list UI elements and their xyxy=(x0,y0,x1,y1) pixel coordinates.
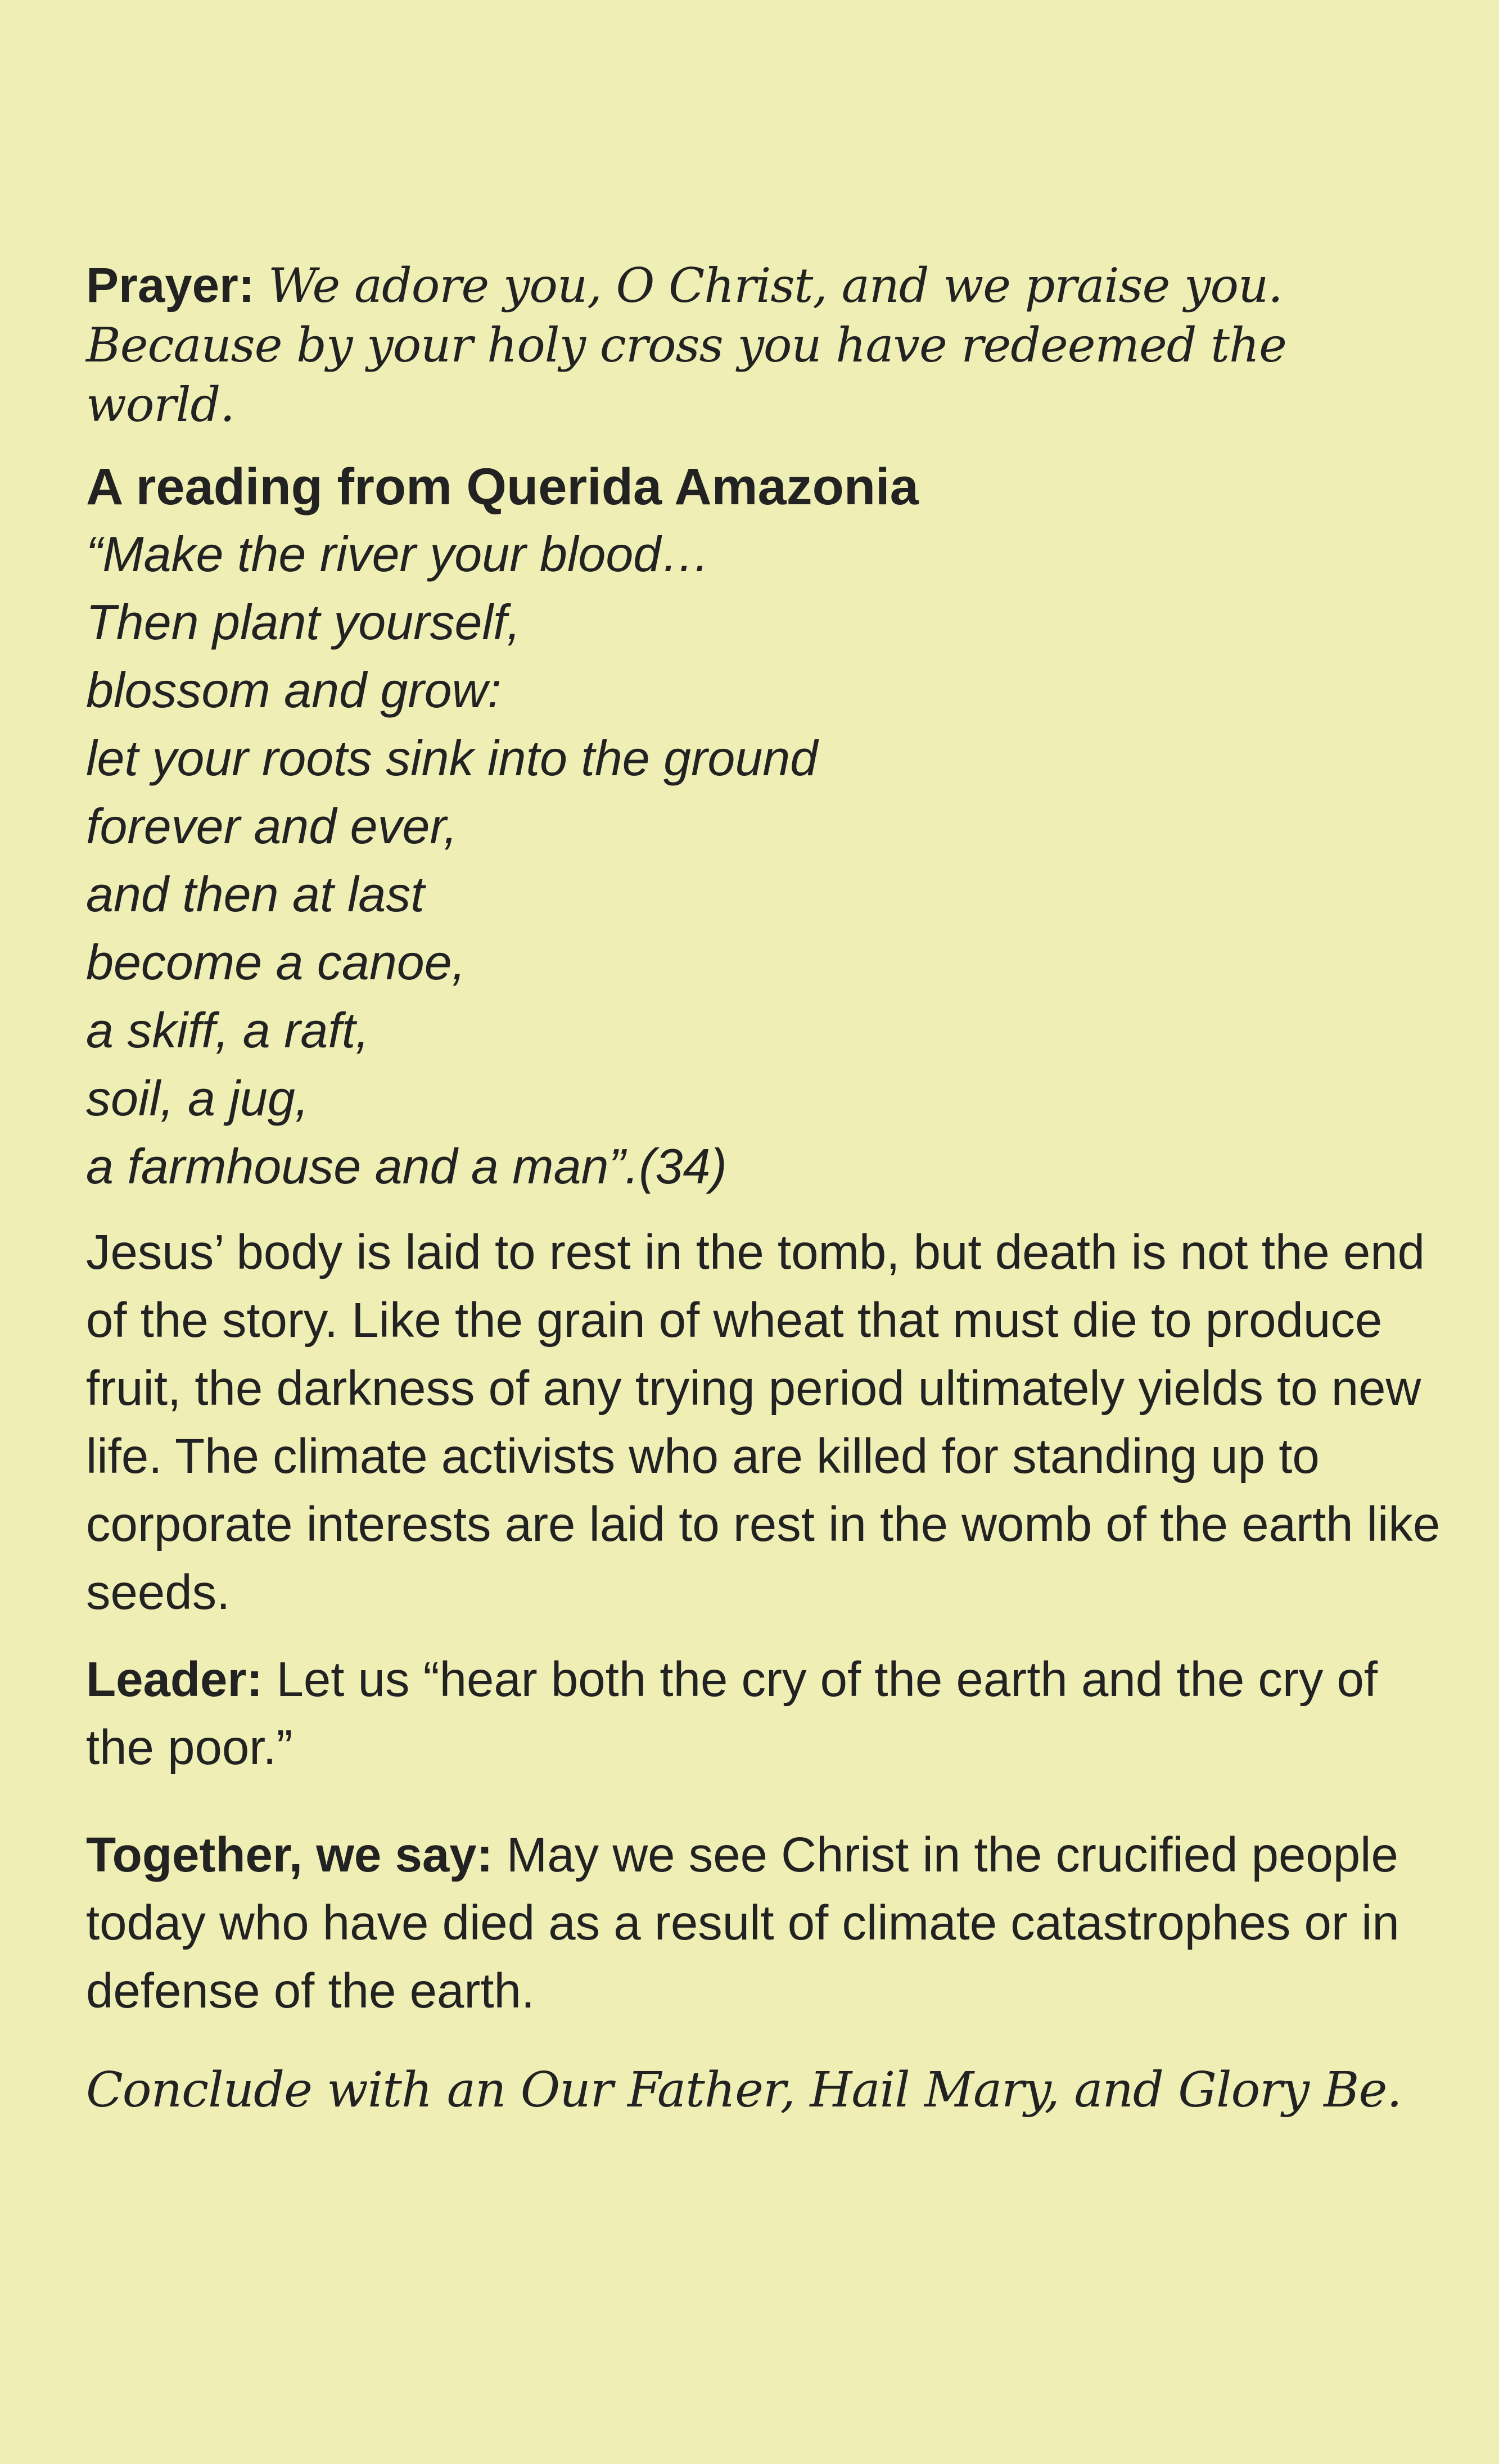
together-label: Together, we say: xyxy=(86,1828,493,1882)
poem-line: a skiff, a raft, xyxy=(86,1002,369,1058)
poem-line: soil, a jug, xyxy=(86,1070,309,1126)
conclude-instruction: Conclude with an Our Father, Hail Mary, and Glory Be. xyxy=(86,2062,1402,2118)
prayer-block xyxy=(86,256,1447,435)
poem-line: a farmhouse and a man”.(34) xyxy=(86,1138,727,1194)
leader-paragraph xyxy=(86,1645,1447,1782)
prayer-line-1: We adore you, O Christ, and we praise you. xyxy=(268,258,1283,313)
together-text: May we see Christ in the crucified people today who have died as a result of climate catastrophes or in defense of the earth. xyxy=(86,1828,1399,2018)
together-paragraph xyxy=(86,1821,1447,2025)
poem-line: “Make the river your blood… xyxy=(86,526,711,582)
poem-line: let your roots sink into the ground xyxy=(86,730,818,786)
poem-line: blossom and grow: xyxy=(86,662,502,718)
poem-line: forever and ever, xyxy=(86,798,458,854)
poem-line: and then at last xyxy=(86,866,425,922)
prayer-page-content xyxy=(86,256,1447,2124)
reading-poem xyxy=(86,520,1447,1200)
prayer-line-2: Because by your holy cross you have redeemed the world. xyxy=(86,318,1286,432)
reflection-paragraph: Jesus’ body is laid to rest in the tomb, but death is not the end of the story. Like the grain of wheat that must die to produce fruit, the darkness of any trying period ultimately yields to new life. The climate activists who are killed for standing up to corporate interests are laid to rest in the womb of the earth like seeds. xyxy=(86,1225,1441,1620)
reading-heading: A reading from Querida Amazonia xyxy=(86,458,919,516)
poem-line: become a canoe, xyxy=(86,934,466,990)
leader-text: Let us “hear both the cry of the earth and the cry of the poor.” xyxy=(86,1652,1378,1775)
prayer-label: Prayer: xyxy=(86,258,255,313)
poem-line: Then plant yourself, xyxy=(86,594,521,650)
leader-label: Leader: xyxy=(86,1652,263,1707)
